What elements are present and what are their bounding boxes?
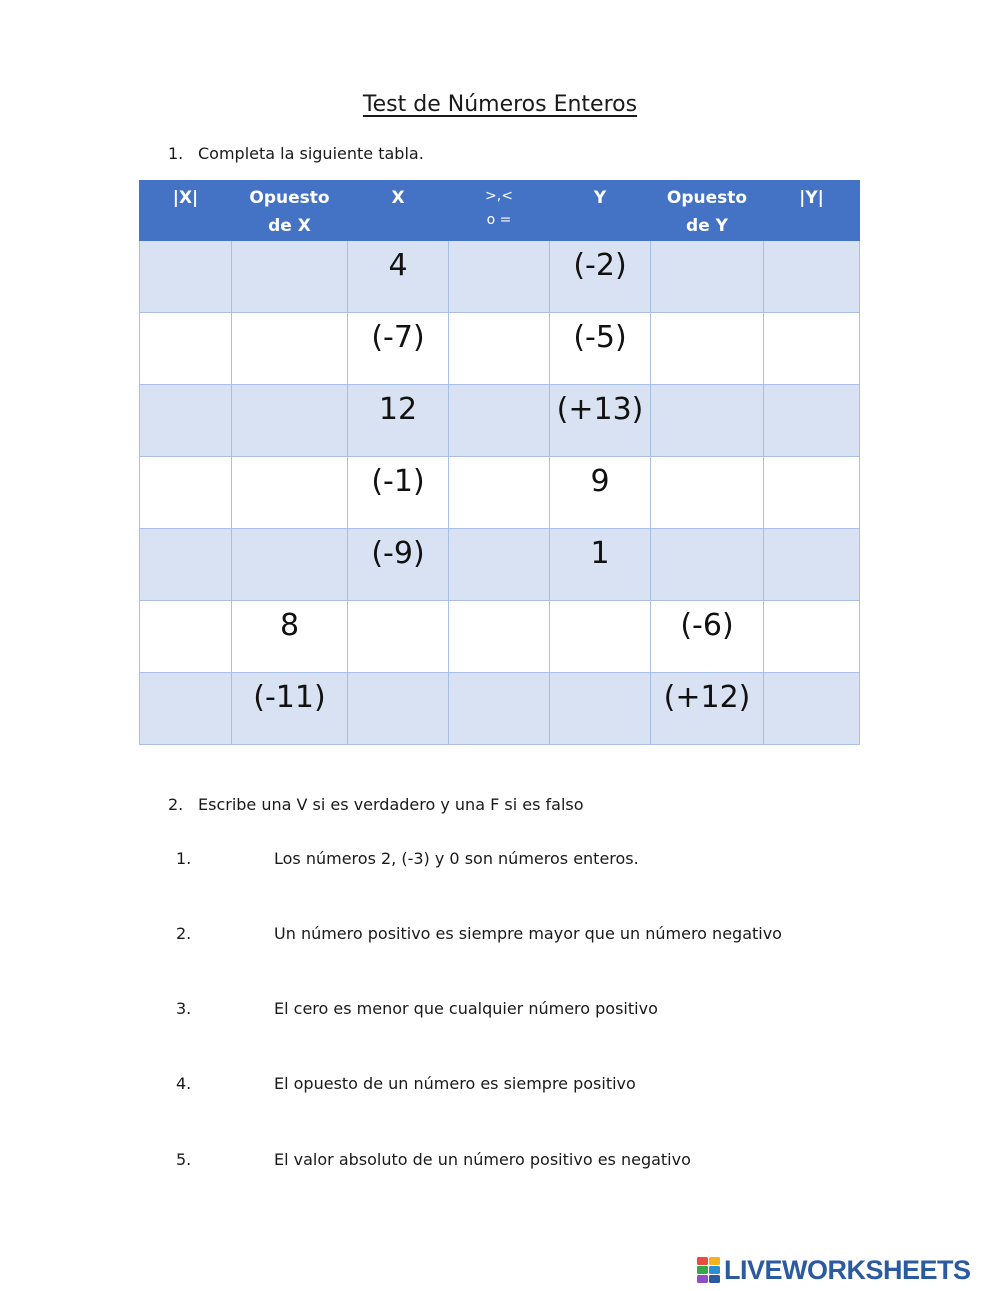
header-y: Y: [550, 181, 651, 241]
table-row: [140, 385, 860, 457]
table-row: [140, 601, 860, 673]
answer-cell-abs-y[interactable]: [764, 673, 860, 745]
question-1-number: 1.: [168, 144, 184, 163]
answer-cell-abs-x[interactable]: [140, 385, 232, 457]
table-row: [140, 241, 860, 313]
table-row: [140, 529, 860, 601]
header-opposite-x: Opuesto de X: [232, 181, 348, 241]
value-cell-y: (-5): [550, 313, 651, 385]
statement-number: 3.: [176, 999, 192, 1018]
answer-cell-abs-x[interactable]: [140, 601, 232, 673]
answer-cell-comparison[interactable]: [449, 457, 550, 529]
question-1-text: Completa la siguiente tabla.: [198, 144, 424, 163]
answer-cell-abs-x[interactable]: [140, 457, 232, 529]
header-abs-x: |X|: [140, 181, 232, 241]
value-cell-y: 9: [550, 457, 651, 529]
answer-cell-abs-y[interactable]: [764, 529, 860, 601]
answer-cell-opposite-y[interactable]: [651, 313, 764, 385]
table-header-row: [140, 181, 860, 241]
value-cell-opposite-y: (-6): [651, 601, 764, 673]
statement-number: 1.: [176, 849, 192, 868]
statement-text: El valor absoluto de un número positivo es negativo: [274, 1150, 691, 1169]
value-cell-opposite-y: (+12): [651, 673, 764, 745]
answer-cell-opposite-y[interactable]: [651, 241, 764, 313]
answer-cell-opposite-x[interactable]: [232, 313, 348, 385]
value-cell-x: 4: [348, 241, 449, 313]
value-cell-opposite-x: 8: [232, 601, 348, 673]
answer-cell-comparison[interactable]: [449, 529, 550, 601]
answer-cell-abs-y[interactable]: [764, 241, 860, 313]
answer-cell-y[interactable]: [550, 673, 651, 745]
answer-cell-comparison[interactable]: [449, 313, 550, 385]
value-cell-x: (-9): [348, 529, 449, 601]
integers-table: [139, 180, 860, 745]
header-opposite-y: Opuesto de Y: [651, 181, 764, 241]
answer-cell-y[interactable]: [550, 601, 651, 673]
table-row: [140, 313, 860, 385]
answer-cell-opposite-x[interactable]: [232, 241, 348, 313]
answer-cell-abs-y[interactable]: [764, 601, 860, 673]
page-title: Test de Números Enteros: [362, 92, 638, 117]
statement-number: 2.: [176, 924, 192, 943]
value-cell-y: (-2): [550, 241, 651, 313]
value-cell-y: 1: [550, 529, 651, 601]
statement-text: El cero es menor que cualquier número positivo: [274, 999, 658, 1018]
answer-cell-opposite-y[interactable]: [651, 457, 764, 529]
value-cell-opposite-x: (-11): [232, 673, 348, 745]
question-2-heading: [168, 795, 584, 814]
question-2-text: Escribe una V si es verdadero y una F si es falso: [198, 795, 584, 814]
statement-text: El opuesto de un número es siempre positivo: [274, 1074, 636, 1093]
statement-number: 4.: [176, 1074, 192, 1093]
liveworksheets-logo: [697, 1255, 971, 1285]
answer-cell-opposite-x[interactable]: [232, 529, 348, 601]
statement-number: 5.: [176, 1150, 192, 1169]
answer-cell-opposite-x[interactable]: [232, 457, 348, 529]
answer-cell-abs-x[interactable]: [140, 529, 232, 601]
answer-cell-x[interactable]: [348, 601, 449, 673]
liveworksheets-logo-icon: [697, 1257, 721, 1283]
answer-cell-abs-y[interactable]: [764, 313, 860, 385]
answer-cell-comparison[interactable]: [449, 673, 550, 745]
answer-cell-abs-x[interactable]: [140, 673, 232, 745]
answer-cell-x[interactable]: [348, 673, 449, 745]
value-cell-x: (-7): [348, 313, 449, 385]
answer-cell-opposite-y[interactable]: [651, 385, 764, 457]
answer-cell-abs-y[interactable]: [764, 385, 860, 457]
logo-text: LIVEWORKSHEETS: [724, 1254, 971, 1285]
value-cell-x: (-1): [348, 457, 449, 529]
table-row: [140, 457, 860, 529]
answer-cell-abs-x[interactable]: [140, 241, 232, 313]
answer-cell-opposite-x[interactable]: [232, 385, 348, 457]
table-row: [140, 673, 860, 745]
value-cell-x: 12: [348, 385, 449, 457]
statement-text: Un número positivo es siempre mayor que un número negativo: [274, 924, 782, 943]
header-comparison: >,< o =: [449, 181, 550, 241]
answer-cell-comparison[interactable]: [449, 241, 550, 313]
question-1-heading: [168, 144, 424, 163]
answer-cell-comparison[interactable]: [449, 385, 550, 457]
answer-cell-opposite-y[interactable]: [651, 529, 764, 601]
statement-text: Los números 2, (-3) y 0 son números enteros.: [274, 849, 639, 868]
answer-cell-abs-y[interactable]: [764, 457, 860, 529]
question-2-number: 2.: [168, 795, 184, 814]
value-cell-y: (+13): [550, 385, 651, 457]
answer-cell-abs-x[interactable]: [140, 313, 232, 385]
header-x: X: [348, 181, 449, 241]
answer-cell-comparison[interactable]: [449, 601, 550, 673]
header-abs-y: |Y|: [764, 181, 860, 241]
